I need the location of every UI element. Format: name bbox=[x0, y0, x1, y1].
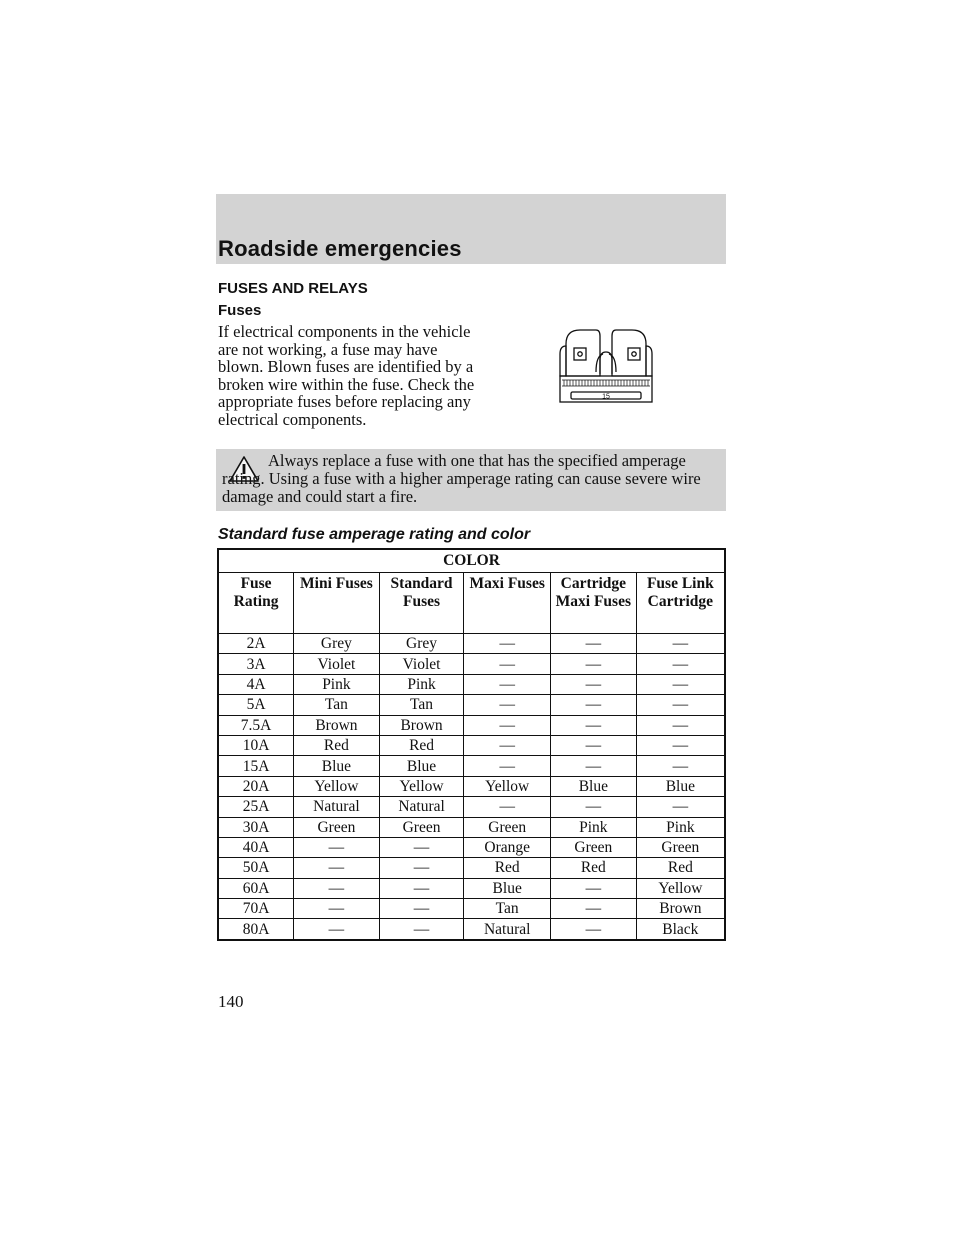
table-cell: Red bbox=[379, 735, 464, 755]
table-row bbox=[218, 634, 725, 654]
table-cell: Violet bbox=[294, 654, 380, 674]
table-cell: — bbox=[294, 878, 380, 898]
table-cell: 70A bbox=[218, 899, 294, 919]
table-cell: Natural bbox=[464, 919, 551, 940]
column-header: Standard Fuses bbox=[379, 573, 464, 634]
fuse-color-table bbox=[217, 548, 726, 941]
table-cell: — bbox=[550, 654, 636, 674]
table-cell: 80A bbox=[218, 919, 294, 940]
table-caption: Standard fuse amperage rating and color bbox=[218, 526, 531, 543]
table-cell: — bbox=[550, 878, 636, 898]
table-cell: 25A bbox=[218, 797, 294, 817]
table-row bbox=[218, 695, 725, 715]
table-cell: — bbox=[550, 899, 636, 919]
table-cell: 3A bbox=[218, 654, 294, 674]
table-cell: — bbox=[636, 674, 725, 694]
column-header: Maxi Fuses bbox=[464, 573, 551, 634]
table-cell: — bbox=[294, 919, 380, 940]
table-cell: Red bbox=[550, 858, 636, 878]
table-cell: 30A bbox=[218, 817, 294, 837]
table-cell: — bbox=[464, 634, 551, 654]
column-header: Cartridge Maxi Fuses bbox=[550, 573, 636, 634]
color-group-header: COLOR bbox=[218, 549, 725, 573]
table-cell: — bbox=[550, 715, 636, 735]
table-cell: Yellow bbox=[379, 776, 464, 796]
table-cell: — bbox=[550, 674, 636, 694]
table-cell: 15A bbox=[218, 756, 294, 776]
table-cell: Tan bbox=[294, 695, 380, 715]
table-cell: Green bbox=[464, 817, 551, 837]
intro-paragraph: If electrical components in the vehicle are not working, a fuse may have blown. Blown fuses are identified by a broken wire within the fuse. Check the appropriate fuses before replacing any electrical components. bbox=[218, 322, 475, 429]
table-cell: Natural bbox=[379, 797, 464, 817]
table-cell: — bbox=[550, 797, 636, 817]
table-cell: Yellow bbox=[464, 776, 551, 796]
table-cell: — bbox=[379, 858, 464, 878]
table-row bbox=[218, 674, 725, 694]
table-cell: — bbox=[636, 756, 725, 776]
table-cell: — bbox=[636, 715, 725, 735]
table-cell: Yellow bbox=[636, 878, 725, 898]
table-cell: Natural bbox=[294, 797, 380, 817]
table-cell: Pink bbox=[379, 674, 464, 694]
table-cell: — bbox=[464, 695, 551, 715]
table-cell: — bbox=[379, 837, 464, 857]
table-cell: Tan bbox=[379, 695, 464, 715]
table-cell: Blue bbox=[464, 878, 551, 898]
table-cell: Pink bbox=[294, 674, 380, 694]
table-cell: — bbox=[550, 735, 636, 755]
table-cell: Brown bbox=[636, 899, 725, 919]
table-cell: 5A bbox=[218, 695, 294, 715]
table-cell: Green bbox=[636, 837, 725, 857]
table-cell: — bbox=[464, 735, 551, 755]
table-row bbox=[218, 899, 725, 919]
table-cell: Grey bbox=[379, 634, 464, 654]
table-cell: 2A bbox=[218, 634, 294, 654]
table-cell: Violet bbox=[379, 654, 464, 674]
table-cell: Pink bbox=[550, 817, 636, 837]
table-row bbox=[218, 735, 725, 755]
table-cell: Red bbox=[294, 735, 380, 755]
table-cell: Blue bbox=[379, 756, 464, 776]
sub-heading: Fuses bbox=[218, 302, 262, 319]
column-header: Fuse Rating bbox=[218, 573, 294, 634]
section-heading: FUSES AND RELAYS bbox=[218, 280, 368, 297]
table-cell: Green bbox=[379, 817, 464, 837]
table-cell: 50A bbox=[218, 858, 294, 878]
table-cell: — bbox=[636, 654, 725, 674]
table-cell: Brown bbox=[294, 715, 380, 735]
table-row bbox=[218, 797, 725, 817]
table-cell: Blue bbox=[636, 776, 725, 796]
table-cell: — bbox=[464, 674, 551, 694]
table-row bbox=[218, 919, 725, 940]
table-cell: Yellow bbox=[294, 776, 380, 796]
table-cell: 60A bbox=[218, 878, 294, 898]
table-cell: — bbox=[294, 858, 380, 878]
table-cell: — bbox=[464, 797, 551, 817]
table-row bbox=[218, 756, 725, 776]
table-cell: Red bbox=[636, 858, 725, 878]
table-row bbox=[218, 715, 725, 735]
table-row bbox=[218, 654, 725, 674]
table-cell: Orange bbox=[464, 837, 551, 857]
table-row bbox=[218, 817, 725, 837]
table-cell: Black bbox=[636, 919, 725, 940]
table-cell: Grey bbox=[294, 634, 380, 654]
table-cell: — bbox=[464, 756, 551, 776]
table-cell: — bbox=[550, 695, 636, 715]
table-cell: — bbox=[636, 735, 725, 755]
table-cell: 20A bbox=[218, 776, 294, 796]
table-row bbox=[218, 858, 725, 878]
table-cell: — bbox=[294, 899, 380, 919]
table-cell: 4A bbox=[218, 674, 294, 694]
blade-fuse-icon bbox=[556, 324, 656, 408]
table-cell: — bbox=[636, 695, 725, 715]
table-cell: — bbox=[550, 756, 636, 776]
warning-text: Always replace a fuse with one that has the specified amperage rating. Using a fuse with a higher amperage rating can cause severe wire damage and could start a fire. bbox=[222, 451, 701, 506]
table-cell: — bbox=[379, 919, 464, 940]
table-cell: Green bbox=[294, 817, 380, 837]
fuse-rating-label: 15 bbox=[602, 393, 610, 401]
column-header: Fuse Link Cartridge bbox=[636, 573, 725, 634]
column-header: Mini Fuses bbox=[294, 573, 380, 634]
table-cell: — bbox=[636, 797, 725, 817]
table-cell: — bbox=[294, 837, 380, 857]
table-cell: — bbox=[550, 919, 636, 940]
table-row bbox=[218, 776, 725, 796]
table-cell: 40A bbox=[218, 837, 294, 857]
table-row bbox=[218, 878, 725, 898]
page-header-title: Roadside emergencies bbox=[218, 236, 462, 261]
table-cell: Pink bbox=[636, 817, 725, 837]
table-row bbox=[218, 837, 725, 857]
table-cell: 7.5A bbox=[218, 715, 294, 735]
table-cell: Red bbox=[464, 858, 551, 878]
table-cell: 10A bbox=[218, 735, 294, 755]
table-cell: — bbox=[464, 654, 551, 674]
table-cell: Brown bbox=[379, 715, 464, 735]
table-cell: — bbox=[636, 634, 725, 654]
table-cell: — bbox=[550, 634, 636, 654]
table-cell: — bbox=[379, 899, 464, 919]
table-cell: — bbox=[379, 878, 464, 898]
table-cell: Blue bbox=[550, 776, 636, 796]
table-cell: Tan bbox=[464, 899, 551, 919]
page-number: 140 bbox=[218, 992, 244, 1011]
table-cell: Blue bbox=[294, 756, 380, 776]
table-cell: Green bbox=[550, 837, 636, 857]
table-cell: — bbox=[464, 715, 551, 735]
